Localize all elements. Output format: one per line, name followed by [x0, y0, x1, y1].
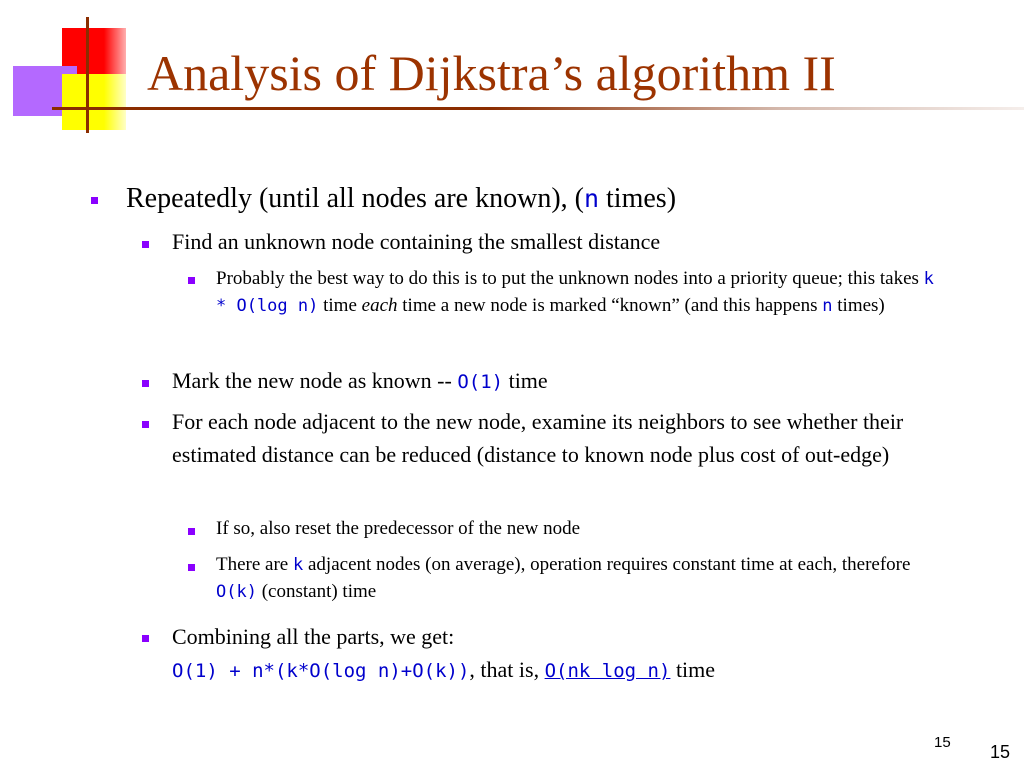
bullet-text: Probably the best way to do this is to put the unknown nodes into a priority queue; this takes: [216, 268, 924, 289]
code-n: n: [822, 295, 833, 316]
emphasis-each: each: [361, 294, 398, 316]
bullet-square-icon: [142, 635, 149, 642]
bullet-mark-known: [172, 368, 972, 394]
bullet-k-adjacent: [216, 552, 936, 606]
bullet-text: adjacent nodes (on average), operation requires constant time at each, therefore: [303, 554, 911, 575]
bullet-text: time: [503, 368, 548, 393]
bullet-text: Combining all the parts, we get:: [172, 624, 455, 649]
page-number-inner: 15: [934, 734, 951, 751]
bullet-for-each-adjacent: For each node adjacent to the new node, examine its neighbors to see whether their estimated distance can be reduced (distance to known node plus cost of out-edge): [172, 409, 904, 467]
bullet-text: times): [832, 294, 885, 316]
code-onk-log-n: O(nk log n): [544, 660, 671, 682]
bullet-text: , that is,: [469, 657, 545, 682]
bullet-square-icon: [188, 277, 195, 284]
bullet-text: time a new node is marked “known” (and this happens: [397, 294, 823, 316]
code-o1: O(1): [457, 371, 504, 393]
code-n: n: [583, 184, 600, 213]
code-total-expression: O(1) + n*(k*O(log n)+O(k)): [172, 660, 470, 682]
bullet-find-unknown: Find an unknown node containing the smallest distance: [172, 229, 661, 254]
bullet-square-icon: [142, 241, 149, 248]
bullet-priority-queue: [216, 266, 936, 320]
decor-yellow-fade: [104, 74, 128, 130]
code-k-olog-n: k * O(log n): [216, 269, 934, 316]
bullet-text: There are: [216, 554, 293, 575]
bullet-square-icon: [142, 380, 149, 387]
bullet-reset-predecessor: If so, also reset the predecessor of the new node: [216, 518, 581, 539]
bullet-text: times): [599, 183, 677, 214]
bullet-square-icon: [142, 421, 149, 428]
bullet-combining: [172, 620, 972, 686]
bullet-repeatedly: [126, 182, 986, 216]
code-ok: O(k): [216, 581, 257, 602]
slide-title: Analysis of Dijkstra’s algorithm II: [147, 45, 836, 101]
page-number-outer: 15: [990, 742, 1011, 762]
bullet-square-icon: [188, 528, 195, 535]
bullet-square-icon: [91, 197, 98, 204]
bullet-text: (constant) time: [256, 580, 377, 602]
bullet-text: Mark the new node as known --: [172, 368, 458, 393]
decor-vertical-rule: [86, 17, 89, 133]
bullet-text: Repeatedly (until all nodes are known), (: [126, 183, 584, 214]
title-underline-rule: [52, 107, 1024, 110]
bullet-text: time: [318, 294, 362, 316]
code-k: k: [293, 555, 304, 575]
bullet-text: time: [670, 657, 716, 682]
bullet-square-icon: [188, 564, 195, 571]
